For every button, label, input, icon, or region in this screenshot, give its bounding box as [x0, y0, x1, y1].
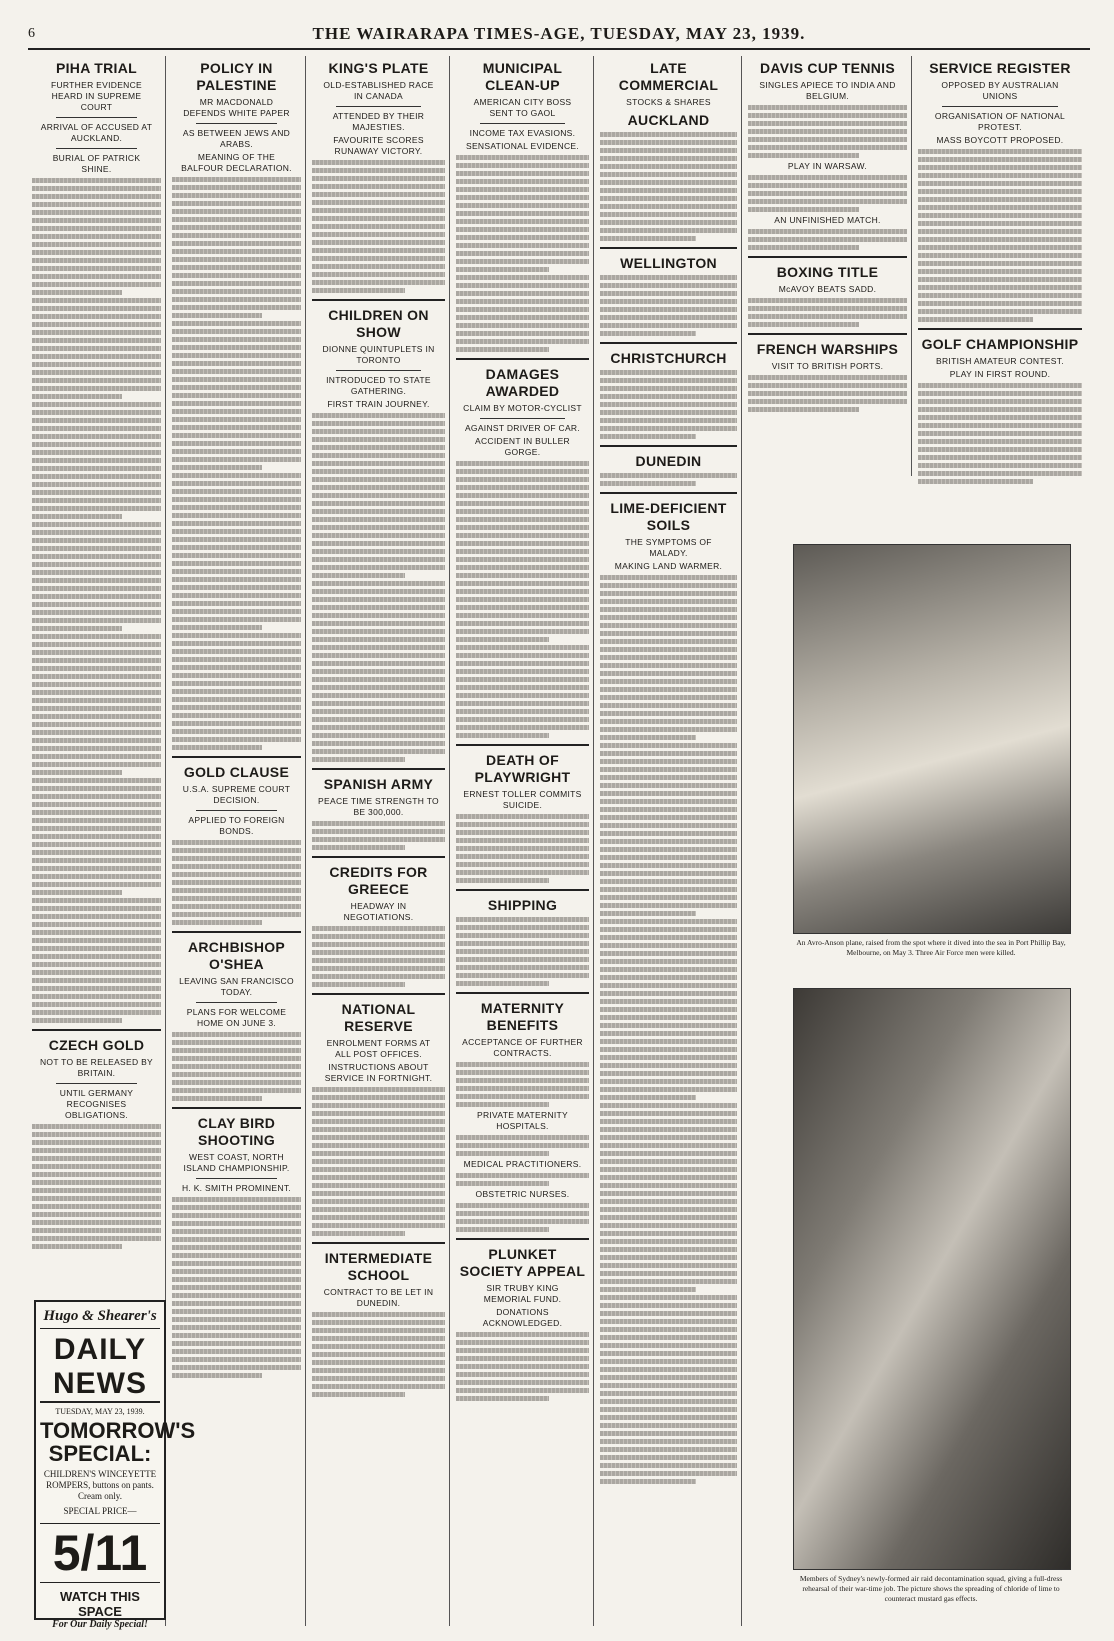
subheadline: ACCEPTANCE OF FURTHER CONTRACTS.	[462, 1037, 583, 1058]
subheadline: APPLIED TO FOREIGN BONDS.	[188, 815, 285, 836]
headline: MUNICIPAL CLEAN-UP	[482, 60, 563, 93]
subheadline: ORGANISATION OF NATIONAL PROTEST.	[934, 111, 1066, 132]
subheadline: MASS BOYCOTT PROPOSED.	[936, 135, 1064, 145]
headline: DAMAGES AWARDED	[485, 366, 560, 399]
subheadline: THE SYMPTOMS OF MALADY.	[625, 537, 712, 558]
headline: NATIONAL RESERVE	[341, 1001, 416, 1034]
photo-decontamination-squad	[793, 988, 1071, 1570]
headline: CREDITS FOR GREECE	[329, 864, 428, 897]
subheadline: ENROLMENT FORMS AT ALL POST OFFICES.	[326, 1038, 431, 1059]
column-2	[168, 56, 306, 1626]
ad-title: DAILY NEWS	[40, 1333, 160, 1403]
subheadline: AMERICAN CITY BOSS SENT TO GAOL	[473, 97, 572, 118]
photo-caption: An Avro-Anson plane, raised from the spot where it dived into the sea in Port Phillip Bay, Melbourne, on May 3. Three Air Force men were killed.	[796, 938, 1066, 957]
headline: SERVICE REGISTER	[929, 60, 1071, 76]
advertisement	[34, 1300, 196, 1630]
column-6	[744, 56, 912, 476]
subheadline: UNTIL GERMANY RECOGNISES OBLIGATIONS.	[59, 1088, 134, 1120]
subheadline: ERNEST TOLLER COMMITS SUICIDE.	[463, 789, 582, 810]
photo-plane	[793, 544, 1071, 934]
ad-date: TUESDAY, MAY 23, 1939.	[55, 1407, 145, 1416]
headline: CLAY BIRD SHOOTING	[197, 1115, 276, 1148]
column-5	[596, 56, 742, 1626]
subheadline: PLANS FOR WELCOME HOME ON JUNE 3.	[186, 1007, 287, 1028]
subheadline: CONTRACT TO BE LET IN DUNEDIN.	[323, 1287, 434, 1308]
ad-price-label: SPECIAL PRICE—	[63, 1506, 137, 1516]
headline: AUCKLAND	[627, 112, 710, 128]
headline: CZECH GOLD	[48, 1037, 145, 1053]
headline: GOLD CLAUSE	[183, 764, 290, 780]
ad-cta: WATCH THIS SPACE	[60, 1589, 140, 1619]
ad-headline: TOMORROW'S SPECIAL:	[40, 1418, 196, 1466]
subheadline: AGAINST DRIVER OF CAR.	[464, 423, 581, 433]
headline: SPANISH ARMY	[323, 776, 434, 792]
ad-item: CHILDREN'S WINCEYETTE ROMPERS, buttons on pants. Cream only.	[43, 1469, 157, 1501]
subheadline: CLAIM BY MOTOR-CYCLIST	[463, 403, 582, 413]
headline: DUNEDIN	[635, 453, 702, 469]
headline: PLUNKET SOCIETY APPEAL	[459, 1246, 586, 1279]
subheadline: MEANING OF THE BALFOUR DECLARATION.	[181, 152, 292, 173]
headline: DEATH OF PLAYWRIGHT	[474, 752, 571, 785]
subheadline: MAKING LAND WARMER.	[614, 561, 723, 571]
subheadline: OBSTETRIC NURSES.	[475, 1189, 570, 1199]
headline: LATE COMMERCIAL	[618, 60, 719, 93]
headline: BOXING TITLE	[776, 264, 879, 280]
headline: FRENCH WARSHIPS	[756, 341, 899, 357]
headline: MATERNITY BENEFITS	[480, 1000, 565, 1033]
subheadline: VISIT TO BRITISH PORTS.	[771, 361, 884, 371]
subheadline: MR MACDONALD DEFENDS WHITE PAPER	[183, 97, 290, 118]
subheadline: AS BETWEEN JEWS AND ARABS.	[182, 128, 291, 149]
subheadline: INTRODUCED TO STATE GATHERING.	[326, 375, 431, 396]
subheadline: BRITISH AMATEUR CONTEST.	[936, 356, 1064, 366]
subheadline: SENSATIONAL EVIDENCE.	[465, 141, 580, 151]
subheadline: INCOME TAX EVASIONS.	[469, 128, 576, 138]
headline: LIME-DEFICIENT SOILS	[610, 500, 727, 533]
headline: WELLINGTON	[620, 255, 717, 271]
subheadline: STOCKS & SHARES	[626, 97, 711, 107]
headline: POLICY IN PALESTINE	[196, 60, 277, 93]
subheadline: PRIVATE MATERNITY HOSPITALS.	[476, 1110, 569, 1131]
subheadline: OLD-ESTABLISHED RACE IN CANADA	[323, 80, 434, 101]
subheadline: NOT TO BE RELEASED BY BRITAIN.	[39, 1057, 154, 1078]
subheadline: WEST COAST, NORTH ISLAND CHAMPIONSHIP.	[183, 1152, 290, 1173]
subheadline: PEACE TIME STRENGTH TO BE 300,000.	[318, 796, 439, 817]
newspaper-title: THE WAIRARAPA TIMES-AGE, TUESDAY, MAY 23, 1939.	[312, 24, 806, 43]
column-7	[914, 56, 1086, 536]
subheadline: LEAVING SAN FRANCISCO TODAY.	[179, 976, 294, 997]
headline: ARCHBISHOP O'SHEA	[187, 939, 286, 972]
headline: CHRISTCHURCH	[610, 350, 727, 366]
column-3	[308, 56, 450, 1626]
column-4	[452, 56, 594, 1626]
subheadline: H. K. SMITH PROMINENT.	[181, 1183, 292, 1193]
headline: SHIPPING	[487, 897, 558, 913]
subheadline: OPPOSED BY AUSTRALIAN UNIONS	[941, 80, 1059, 101]
page-number: 6	[28, 26, 35, 41]
ad-brand: Hugo & Shearer's	[40, 1308, 160, 1329]
subheadline: FURTHER EVIDENCE HEARD IN SUPREME COURT	[50, 80, 143, 112]
subheadline: HEADWAY IN NEGOTIATIONS.	[343, 901, 414, 922]
headline: INTERMEDIATE SCHOOL	[324, 1250, 433, 1283]
subheadline: FIRST TRAIN JOURNEY.	[327, 399, 430, 409]
subheadline: FAVOURITE SCORES RUNAWAY VICTORY.	[333, 135, 424, 156]
subheadline: McAVOY BEATS SADD.	[778, 284, 877, 294]
headline: CHILDREN ON SHOW	[328, 307, 429, 340]
headline: DAVIS CUP TENNIS	[760, 60, 895, 76]
subheadline: PLAY IN FIRST ROUND.	[949, 369, 1051, 379]
subheadline: DIONNE QUINTUPLETS IN TORONTO	[322, 344, 435, 365]
subheadline: BURIAL OF PATRICK SHINE.	[52, 153, 141, 174]
subheadline: SINGLES APIECE TO INDIA AND BELGIUM.	[759, 80, 896, 101]
subheadline: SIR TRUBY KING MEMORIAL FUND.	[483, 1283, 562, 1304]
subheadline: INSTRUCTIONS ABOUT SERVICE IN FORTNIGHT.	[324, 1062, 433, 1083]
headline: KING'S PLATE	[328, 60, 429, 76]
photo-caption: Members of Sydney's newly-formed air raid decontamination squad, giving a full-dress rehearsal of their war-time job. The picture shows the spreading of chloride of lime to counteract mustard gas effects.	[799, 1574, 1063, 1603]
subheadline: AN UNFINISHED MATCH.	[774, 215, 881, 225]
subheadline: U.S.A. SUPREME COURT DECISION.	[182, 784, 291, 805]
subheadline: MEDICAL PRACTITIONERS.	[463, 1159, 582, 1169]
subheadline: ATTENDED BY THEIR MAJESTIES.	[332, 111, 425, 132]
headline: GOLF CHAMPIONSHIP	[921, 336, 1079, 352]
headline: PIHA TRIAL	[55, 60, 138, 76]
subheadline: ACCIDENT IN BULLER GORGE.	[475, 436, 570, 457]
masthead	[28, 22, 1090, 50]
ad-cta-sub: For Our Daily Special!	[52, 1619, 148, 1630]
ad-price: 5/11	[40, 1523, 160, 1583]
subheadline: ARRIVAL OF ACCUSED AT AUCKLAND.	[40, 122, 153, 143]
subheadline: DONATIONS ACKNOWLEDGED.	[482, 1307, 563, 1328]
subheadline: PLAY IN WARSAW.	[787, 161, 868, 171]
